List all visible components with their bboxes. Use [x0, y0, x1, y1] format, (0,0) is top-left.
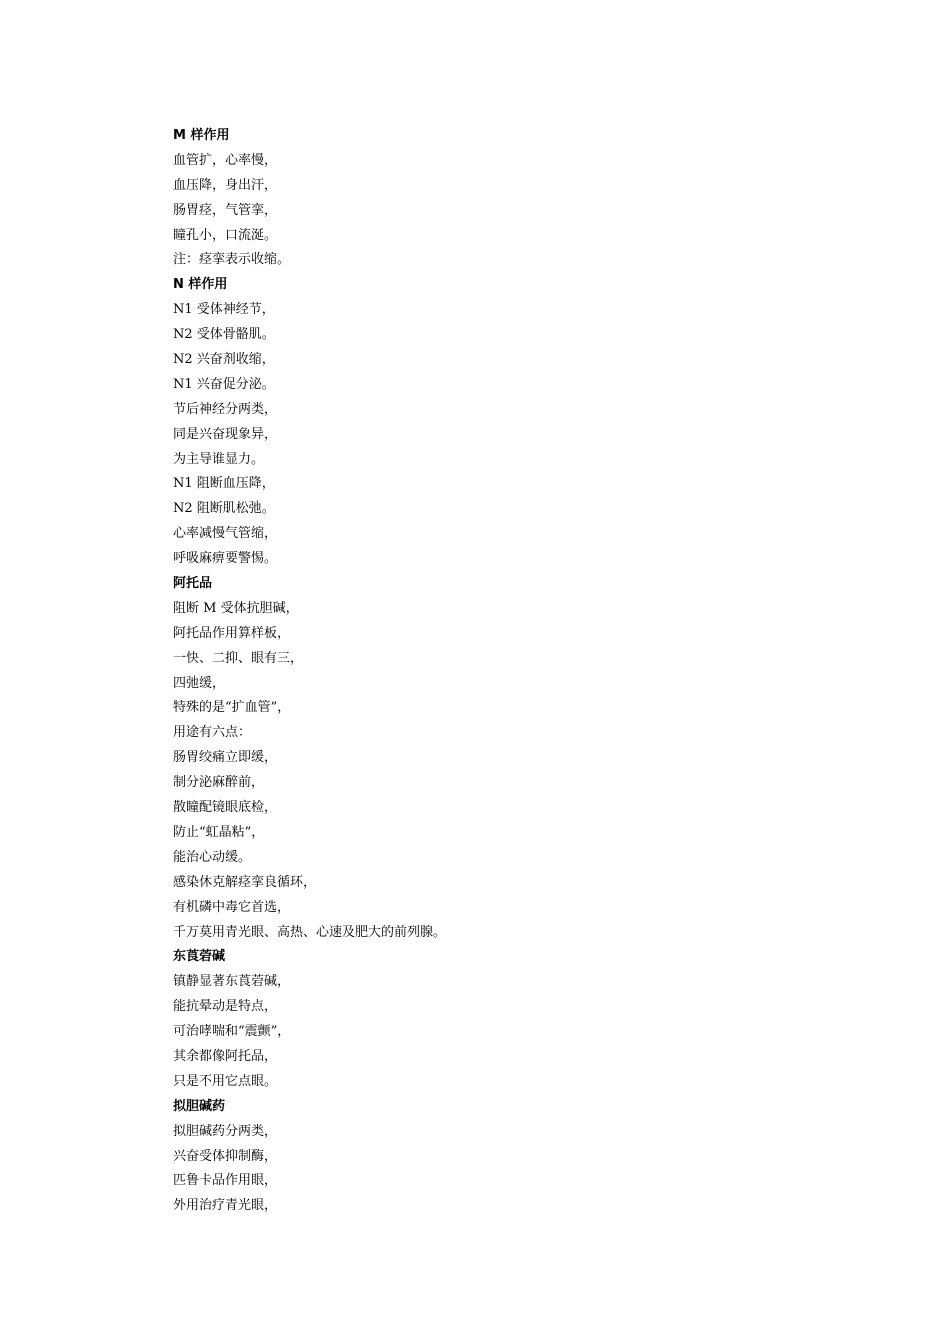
text-line: 瞳孔小，口流涎。 — [173, 227, 278, 243]
text-line: 用途有六点： — [173, 725, 252, 741]
text-line: 为主导谁显力。 — [173, 451, 265, 467]
section-heading-atropine: 阿托品 — [173, 576, 213, 592]
text-line: 血管扩，心率慢， — [173, 152, 278, 168]
document-body — [173, 124, 893, 1219]
section-heading-cholinomimetics: 拟胆碱药 — [173, 1098, 226, 1114]
section-heading-scopolamine: 东莨菪碱 — [173, 949, 226, 965]
text-line: 心率减慢气管缩， — [173, 526, 278, 542]
section-heading-m-effect: M 样作用 — [173, 128, 230, 143]
text-line: N2 兴奋剂收缩， — [173, 352, 275, 368]
text-line: 血压降，身出汗， — [173, 177, 278, 193]
text-line: 外用治疗青光眼， — [173, 1198, 278, 1214]
text-line: 兴奋受体抑制酶， — [173, 1148, 278, 1164]
text-line: 可治哮喘和“震颤”， — [173, 1024, 291, 1040]
text-line: N1 阻断血压降， — [173, 476, 275, 492]
text-line: 镇静显著东莨菪碱， — [173, 974, 291, 990]
text-line: 阿托品作用算样板， — [173, 625, 291, 641]
text-line: 有机磷中毒它首选， — [173, 899, 291, 915]
text-line: 四弛缓， — [173, 675, 226, 691]
text-line: 能抗晕动是特点， — [173, 999, 278, 1015]
text-line: 肠胃痉，气管挛， — [173, 202, 278, 218]
text-line: N2 受体骨骼肌。 — [173, 327, 275, 343]
text-line: 匹鲁卡品作用眼， — [173, 1173, 278, 1189]
text-line: 防止“虹晶粘”， — [173, 824, 265, 840]
text-line: 拟胆碱药分两类， — [173, 1123, 278, 1139]
text-line: 能治心动缓。 — [173, 849, 252, 865]
text-line: 注：痉挛表示收缩。 — [173, 252, 291, 268]
text-line: 一快、二抑、眼有三， — [173, 650, 304, 666]
text-line: 只是不用它点眼。 — [173, 1073, 278, 1089]
text-line: N2 阻断肌松弛。 — [173, 501, 275, 517]
section-heading-n-effect: N 样作用 — [173, 277, 228, 293]
text-line: 呼吸麻痹要警惕。 — [173, 551, 278, 567]
text-line: 特殊的是“扩血管”， — [173, 700, 291, 716]
text-line: 感染休克解痉挛良循环， — [173, 874, 317, 890]
text-line: 制分泌麻醉前， — [173, 775, 265, 791]
text-line: 节后神经分两类， — [173, 401, 278, 417]
text-line: 肠胃绞痛立即缓， — [173, 750, 278, 766]
text-line: 同是兴奋现象异， — [173, 426, 278, 442]
text-line: 散瞳配镜眼底检， — [173, 800, 278, 816]
text-line: N1 兴奋促分泌。 — [173, 376, 275, 392]
text-line: 阻断 M 受体抗胆碱， — [173, 600, 299, 616]
text-line: N1 受体神经节， — [173, 302, 275, 318]
text-line: 千万莫用青光眼、高热、心速及肥大的前列腺。 — [173, 924, 447, 940]
text-line: 其余都像阿托品， — [173, 1048, 278, 1064]
